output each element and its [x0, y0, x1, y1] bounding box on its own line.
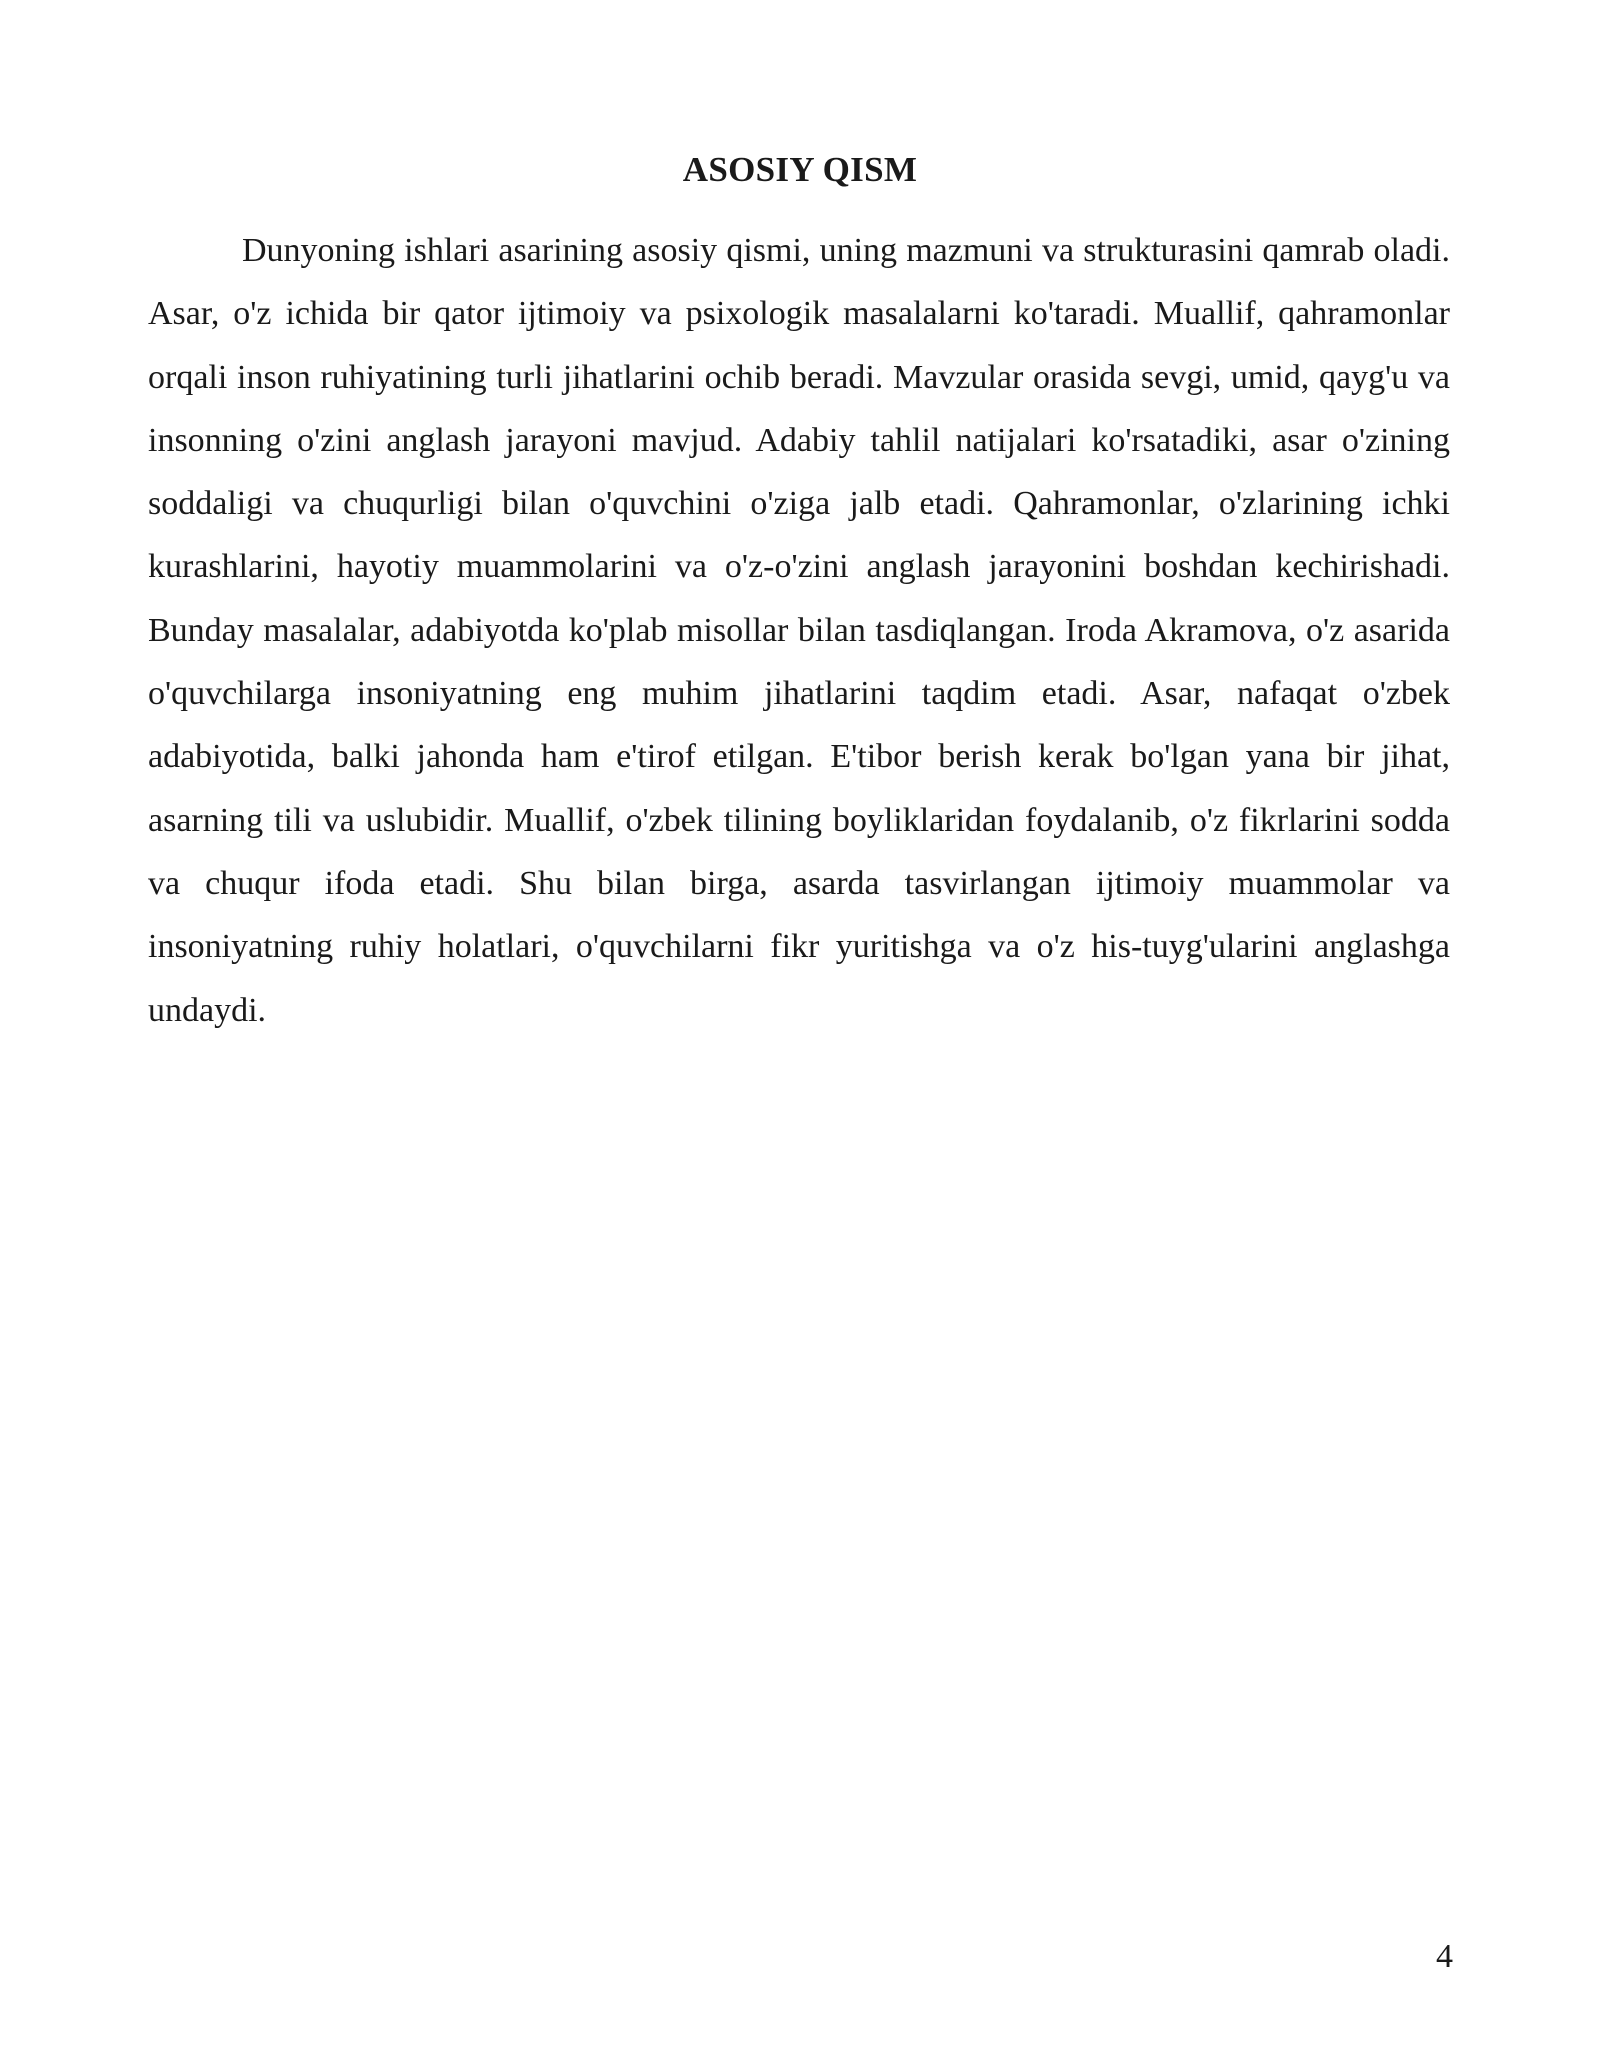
page-number: 4	[1436, 1938, 1453, 1975]
body-paragraph: Dunyoning ishlari asarining asosiy qismi, uning mazmuni va strukturasini qamrab oladi. Asar, o'z ichida bir qator ijtimoiy va psixologik masalalarni ko'taradi. Muallif, qahramonlar orqali inson ruhiyatining turli jihatlarini ochib beradi. Mavzular orasida sevgi, umid, qayg'u va insonning o'zini anglash jarayoni mavjud. Adabiy tahlil natijalari ko'rsatadiki, asar o'zining soddaligi va chuqurligi bilan o'quvchini o'ziga jalb etadi. Qahramonlar, o'zlarining ichki kurashlarini, hayotiy muammolarini va o'z-o'zini anglash jarayonini boshdan kechirishadi. Bunday masalalar, adabiyotda ko'plab misollar bilan tasdiqlangan. Iroda Akramova, o'z asarida o'quvchilarga insoniyatning eng muhim jihatlarini taqdim etadi. Asar, nafaqat o'zbek adabiyotida, balki jahonda ham e'tirof etilgan. E'tibor berish kerak bo'lgan yana bir jihat, asarning tili va uslubidir. Muallif, o'zbek tilining boyliklaridan foydalanib, o'z fikrlarini sodda va chuqur ifoda etadi. Shu bilan birga, asarda tasvirlangan ijtimoiy muammolar va insoniyatning ruhiy holatlari, o'quvchilarni fikr yuritishga va o'z his-tuyg'ularini anglashga undaydi.	[148, 232, 1450, 1029]
section-heading: ASOSIY QISM	[682, 150, 918, 189]
